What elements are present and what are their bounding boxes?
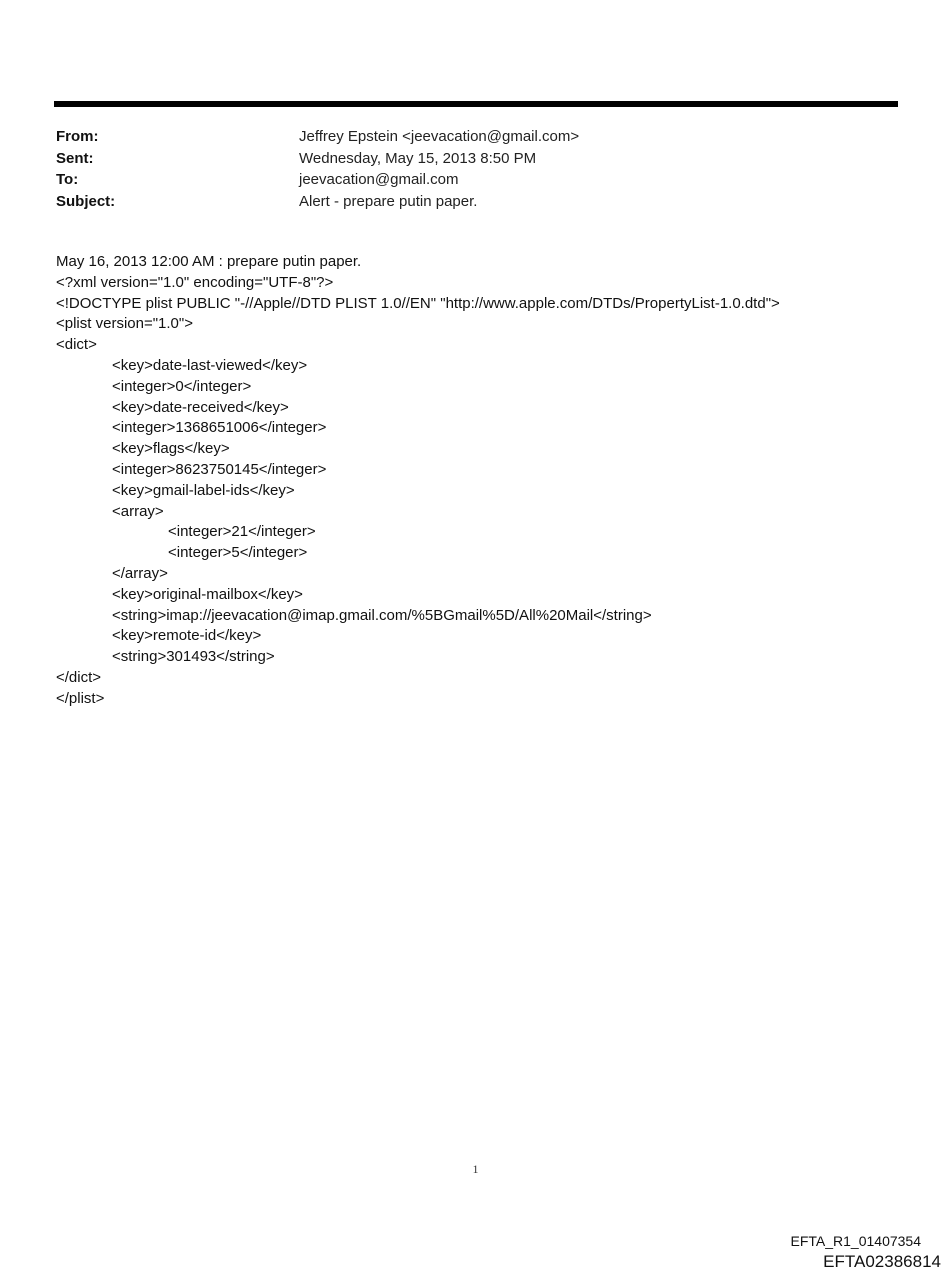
body-line: <integer>8623750145</integer> — [112, 460, 327, 478]
to-value: jeevacation@gmail.com — [299, 171, 459, 188]
body-line: <key>date-last-viewed</key> — [112, 356, 308, 374]
header-divider — [54, 101, 898, 107]
sent-label: Sent: — [56, 149, 94, 167]
to-label: To: — [56, 171, 79, 188]
body-line: <key>flags</key> — [112, 440, 230, 458]
bates-stamp-secondary: EFTA02386814 — [823, 1252, 941, 1271]
body-line: <key>original-mailbox</key> — [112, 585, 303, 603]
from-label: From: — [56, 128, 99, 145]
body-line: <integer>0</integer> — [112, 377, 252, 395]
body-line: <integer>21</integer> — [168, 523, 316, 541]
body-line: <array> — [112, 502, 164, 520]
subject-value: Alert - prepare putin paper. — [299, 192, 478, 210]
body-line: </dict> — [56, 668, 102, 686]
body-line: <key>remote-id</key> — [112, 627, 262, 645]
body-line: <string>301493</string> — [112, 648, 275, 666]
body-line: <!DOCTYPE plist PUBLIC "-//Apple//DTD PLIST 1.0//EN" "http://www.apple.com/DTDs/PropertyList-1.0.dtd"> — [56, 294, 780, 312]
body-line: </plist> — [56, 689, 105, 707]
body-line: <dict> — [56, 336, 97, 354]
body-line: </array> — [112, 564, 168, 582]
body-line: <integer>5</integer> — [168, 544, 308, 562]
from-value: Jeffrey Epstein <jeevacation@gmail.com> — [299, 128, 580, 145]
body-line: <plist version="1.0"> — [56, 315, 193, 333]
subject-row — [56, 191, 896, 213]
body-line: <string>imap://jeevacation@imap.gmail.com/%5BGmail%5D/All%20Mail</string> — [112, 606, 652, 624]
body-line: <key>gmail-label-ids</key> — [112, 481, 295, 499]
body-line: <key>date-received</key> — [112, 398, 289, 416]
email-body — [56, 252, 916, 710]
to-row — [56, 169, 896, 191]
email-header — [56, 126, 896, 212]
body-line: <integer>1368651006</integer> — [112, 419, 327, 437]
page-number: 1 — [472, 1162, 479, 1176]
bates-stamp-primary: EFTA_R1_01407354 — [790, 1233, 921, 1249]
subject-label: Subject: — [56, 192, 116, 210]
sent-value: Wednesday, May 15, 2013 8:50 PM — [299, 149, 537, 167]
body-line: May 16, 2013 12:00 AM : prepare putin paper. — [56, 253, 362, 270]
sent-row — [56, 148, 896, 170]
body-line: <?xml version="1.0" encoding="UTF-8"?> — [56, 273, 334, 291]
from-row — [56, 126, 896, 148]
